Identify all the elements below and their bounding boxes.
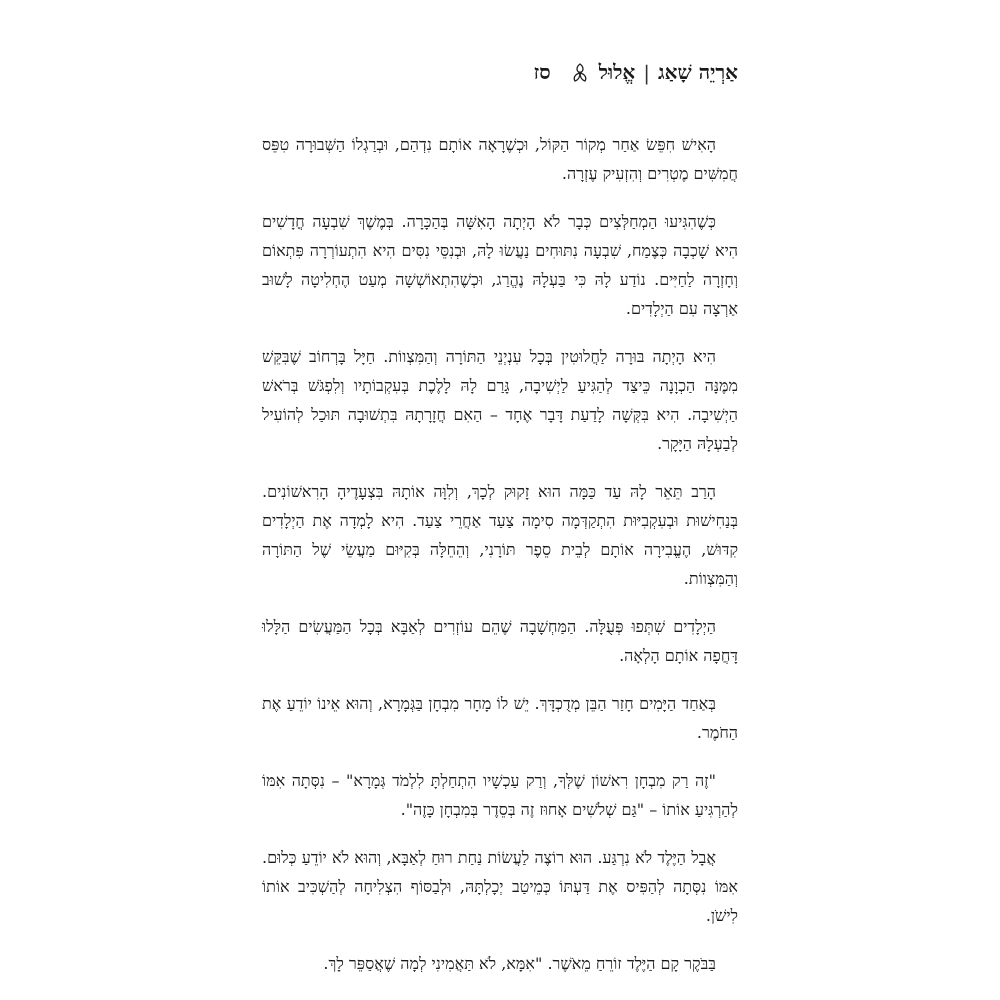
paragraph: הִיא הָיְתָה בּוּרָה לַחֲלוּטִין בְּכָל עִנְיְנֵי הַתּוֹרָה וְהַמִּצְווֹת. חַיָּל בָּרְחוֹב שֶׁבִּקֵּשׁ מִמֶּנָּה הַכְוָנָה כֵּיצַד לְהַגִּיעַ לַיְשִׁיבָה, גָּרַם לָהּ לָלֶכֶת בְּעִקְבוֹתָיו וְלִפְגֹּשׁ בְּרֹאשׁ הַיְשִׁיבָה. הִיא בִּקְּשָׁה לָדַעַת דָּבָר אֶחָד – הַאִם חֲזָרָתָהּ בִּתְשׁוּבָה תּוּכַל לְהוֹעִיל לְבַעְלָהּ הַיָּקָר. <box>262 347 738 453</box>
book-title: אַרְיֵה שָׁאַג <box>658 60 738 84</box>
paragraph: בַּבֹּקֶר קָם הַיֶּלֶד זוֹרֵחַ מֵאֹשֶׁר. "אִמָּא, לֹא תַּאֲמִינִי לְמָה שֶׁאֲסַפֵּר לָךְ. <box>323 954 716 973</box>
paragraph: כְּשֶׁהִגִּיעוּ הַמְחַלְּצִים כְּבָר לֹא הָיְתָה הָאִשָּׁה בְּהַכָּרָה. בְּמֶשֶׁךְ שִׁבְעָה חֳדָשִׁים הִיא שָׁכְבָה כְּצֶמַח, שִׁבְעָה נִתּוּחִים נַעֲשׂוּ לָהּ, וּבְנִסֵּי נִסִּים הִיא הִתְעוֹרְרָה פִּתְאוֹם וְחָזְרָה לַחַיִּים. נוֹדַע לָהּ כִּי בַּעְלָהּ נֶהֱרַג, וּכְשֶׁהִתְאוֹשְׁשָׁה מְעַט הֶחְלִיטָה לָשׁוּב אַרְצָה עִם הַיְלָדִים. <box>262 212 738 318</box>
running-header <box>262 60 738 85</box>
header-separator: | <box>643 60 651 85</box>
paragraph: אֲבָל הַיֶּלֶד לֹא נִרְגַּע. הוּא רוֹצֶה לַעֲשׂוֹת נַחַת רוּחַ לְאַבָּא, וְהוּא לֹא יוֹדֵעַ כְּלוּם. אִמּוֹ נִסְּתָה לְהַפִּיס אֶת דַּעְתּוֹ כְּמֵיטַב יְכָלְתָּהּ, וּלְבַסּוֹף הִצְלִיחָה לְהַשְׁכִּיב אוֹתוֹ לִישֹׁן. <box>262 848 738 925</box>
paragraph: "זֶה רַק מִבְחָן רִאשׁוֹן שֶׁלְּךָ, וְרַק עַכְשָׁיו הִתְחַלְתָּ לִלְמֹד גְּמָרָא" – נִסְּתָה אִמּוֹ לְהַרְגִּיעַ אוֹתוֹ – "גַּם שְׁלֹשִׁים אָחוּז זֶה בְּסֵדֶר בְּמִבְחָן כָּזֶה". <box>262 771 738 819</box>
paragraph: הָרַב תֵּאֵר לָהּ עַד כַּמָּה הוּא זָקוּק לְכָךְ, וְלִוָּה אוֹתָהּ בִּצְעָדֶיהָ הָרִאשׁוֹנִים. בְּנַחִישׁוּת וּבְעִקְבִיּוּת הִתְקַדְּמָה סִימָה צַעַד אַחֲרֵי צַעַד. הִיא לָמְדָה אֶת הַיְלָדִים קִדּוּשׁ, הֶעֱבִירָה אוֹתָם לְבֵית סֵפֶר תּוֹרָנִי, וְהֵחֵלָּה בְּקִיּוּם מַעֲשֵׂי שֶׁל הַתּוֹרָה וְהַמִּצְווֹת. <box>262 482 738 588</box>
paragraph: הָאִישׁ חִפֵּשׂ אַחַר מְקוֹר הַקּוֹל, וּכְשֶׁרָאָה אוֹתָם נִדְהַם, וּבְרַגְלוֹ הַשְּׁבוּרָה טִפֵּס חֲמִשִּׁים מֶטְרִים וְהִזְעִיק עֶזְרָה. <box>262 135 738 183</box>
paragraph: בְּאַחַד הַיָּמִים חָזַר הַבֵּן מְדֻכְדָּךְ. יֵשׁ לוֹ מָחָר מִבְחָן בַּגְּמָרָא, וְהוּא אֵינוֹ יוֹדֵעַ אֶת הַחֹמֶר. <box>262 694 738 742</box>
paragraph: הַיְלָדִים שִׁתְּפוּ פְּעֻלָּה. הַמַּחְשָׁבָה שֶׁהֵם עוֹזְרִים לְאַבָּא בְּכָל הַמַּעֲשִׂים הַלָּלוּ דָּחֲפָה אוֹתָם הָלְאָה. <box>262 617 738 665</box>
chapter-name: אֱלוּל <box>598 60 636 84</box>
page-number: סז <box>533 60 551 84</box>
floral-ornament-icon <box>569 62 591 84</box>
body-text <box>262 130 738 997</box>
